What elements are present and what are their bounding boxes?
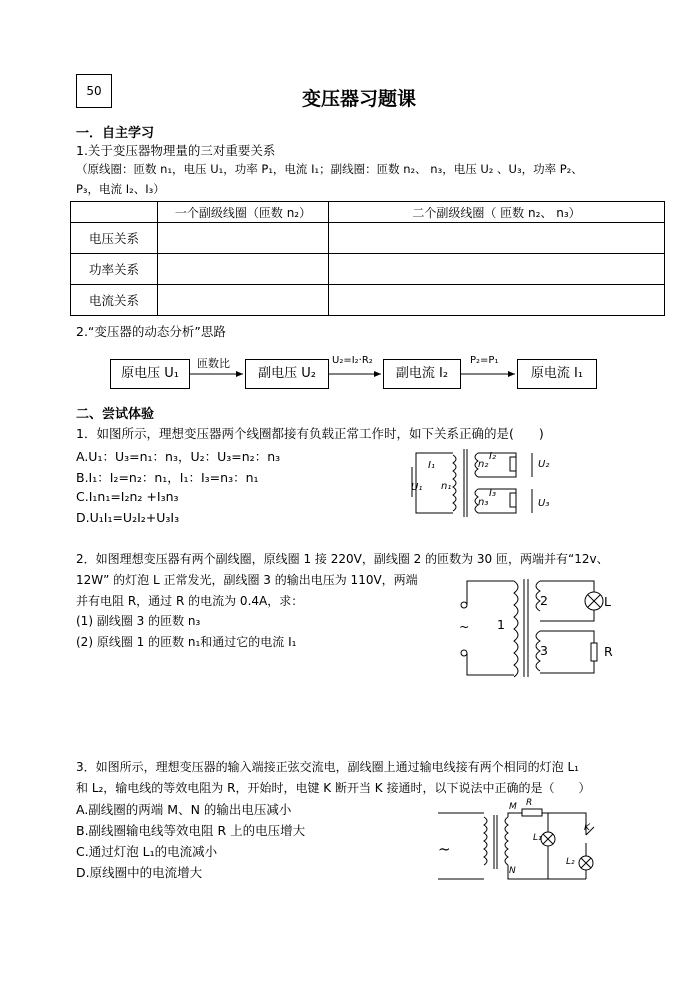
problem-2-subquestion-1: (1) 副线圈 3 的匝数 n₃ — [76, 614, 201, 628]
problem-2-line-2: 12W” 的灯泡 L 正常发光，副线圈 3 的输出电压为 110V，两端 — [76, 573, 418, 587]
fig2-label-resistor: R — [604, 644, 613, 659]
fig3-label-l2: L₂ — [566, 857, 575, 867]
row-label-current: 电流关系 — [71, 285, 158, 316]
problem-1-option-c[interactable]: C.I₁n₁=I₂n₂ +I₃n₃ — [76, 489, 179, 504]
row-label-power: 功率关系 — [71, 254, 158, 285]
question-2-text: 2.“变压器的动态分析”思路 — [76, 324, 226, 339]
section-heading-2: 二、尝试体验 — [76, 407, 155, 422]
section-heading-1: 一．自主学习 — [76, 126, 155, 141]
fig1-label-u1: U₁ — [411, 482, 423, 493]
fig3-label-n: N — [509, 866, 516, 876]
question-1-text: 1.关于变压器物理量的三对重要关系 — [76, 143, 276, 158]
fig2-ac-source-symbol: ~ — [459, 619, 470, 634]
fig3-ac-source-symbol: ~ — [438, 840, 451, 858]
fig1-label-n1: n₁ — [441, 481, 452, 492]
problem-1-option-a[interactable]: A.U₁：U₃=n₁：n₃，U₂：U₃=n₂：n₃ — [76, 449, 281, 464]
flow-box-primary-voltage: 原电压 U₁ — [110, 359, 190, 389]
fig1-label-i2: I₂ — [489, 451, 496, 462]
fig3-label-k: K — [584, 823, 590, 833]
page-title: 变压器习题课 — [302, 88, 417, 110]
page-number-box: 50 — [76, 74, 112, 108]
fig1-label-i1: I₁ — [428, 460, 435, 471]
fig1-label-u3: U₃ — [538, 498, 550, 509]
transformer-figure-3 — [436, 805, 606, 885]
flow-arrow-label-3: P₂=P₁ — [470, 355, 499, 366]
fig1-label-n2: n₂ — [478, 459, 489, 470]
fig2-label-lamp: L — [604, 594, 611, 609]
problem-1-option-d[interactable]: D.U₁I₁=U₂I₂+U₃I₃ — [76, 510, 180, 525]
problem-1-option-b[interactable]: B.I₁：I₂=n₂：n₁，I₁：I₃=n₃：n₁ — [76, 470, 259, 485]
problem-3-option-d[interactable]: D.原线圈中的电流增大 — [76, 865, 203, 880]
table-header-two-secondary: 二个副级线圈（ 匝数 n₂、 n₃） — [329, 202, 665, 223]
problem-1-stem: 1．如图所示，理想变压器两个线圈都接有负载正常工作时，如下关系正确的是( ) — [76, 426, 544, 441]
row-label-voltage: 电压关系 — [71, 223, 158, 254]
flow-arrow-label-1: 匝数比 — [197, 357, 230, 370]
description-line-2: P₃，电流 I₂、I₃） — [76, 182, 165, 196]
fig2-label-coil-1: 1 — [497, 617, 505, 632]
transformer-figure-2 — [458, 575, 638, 685]
fig2-label-coil-2: 2 — [540, 593, 548, 608]
problem-2-subquestion-2: (2) 原线圈 1 的匝数 n₁和通过它的电流 I₁ — [76, 635, 297, 649]
problem-3-option-a[interactable]: A.副线圈的两端 M、N 的输出电压减小 — [76, 802, 292, 817]
fig1-label-i3: I₃ — [489, 488, 496, 499]
problem-2-line-1: 2．如图理想变压器有两个副线圈，原线圈 1 接 220V，副线圈 2 的匝数为 30 匝，两端并有“12v、 — [76, 552, 609, 566]
flow-box-secondary-current: 副电流 I₂ — [383, 359, 461, 389]
fig3-label-m: M — [509, 802, 517, 812]
flow-arrow-label-2: U₂=I₂·R₂ — [332, 355, 373, 366]
fig1-label-u2: U₂ — [538, 459, 550, 470]
description-line-1: （原线圈：匝数 n₁，电压 U₁，功率 P₁，电流 I₁；副线圈：匝数 n₂、 n₃，电压 U₂ 、U₃，功率 P₂、 — [76, 162, 583, 176]
flow-box-secondary-voltage: 副电压 U₂ — [245, 359, 329, 389]
flow-box-primary-current: 原电流 I₁ — [517, 359, 597, 389]
fig2-label-coil-3: 3 — [540, 643, 548, 658]
problem-2-line-3: 并有电阻 R，通过 R 的电流为 0.4A，求： — [76, 594, 304, 608]
problem-3-line-1: 3．如图所示，理想变压器的输入端接正弦交流电，副线圈上通过输电线接有两个相同的灯泡 L₁ — [76, 760, 579, 774]
fig1-label-n3: n₃ — [478, 497, 489, 508]
problem-3-option-c[interactable]: C.通过灯泡 L₁的电流减小 — [76, 844, 218, 859]
problem-3-line-2: 和 L₂，输电线的等效电阻为 R，开始时，电键 K 断开当 K 接通时，以下说法中正确的是（ ） — [76, 781, 591, 795]
problem-3-option-b[interactable]: B.副线圈输电线等效电阻 R 上的电压增大 — [76, 823, 306, 838]
fig3-label-l1: L₁ — [533, 833, 542, 843]
fig3-label-r: R — [526, 798, 533, 808]
table-header-one-secondary: 一个副级线圈（匝数 n₂） — [158, 202, 329, 223]
